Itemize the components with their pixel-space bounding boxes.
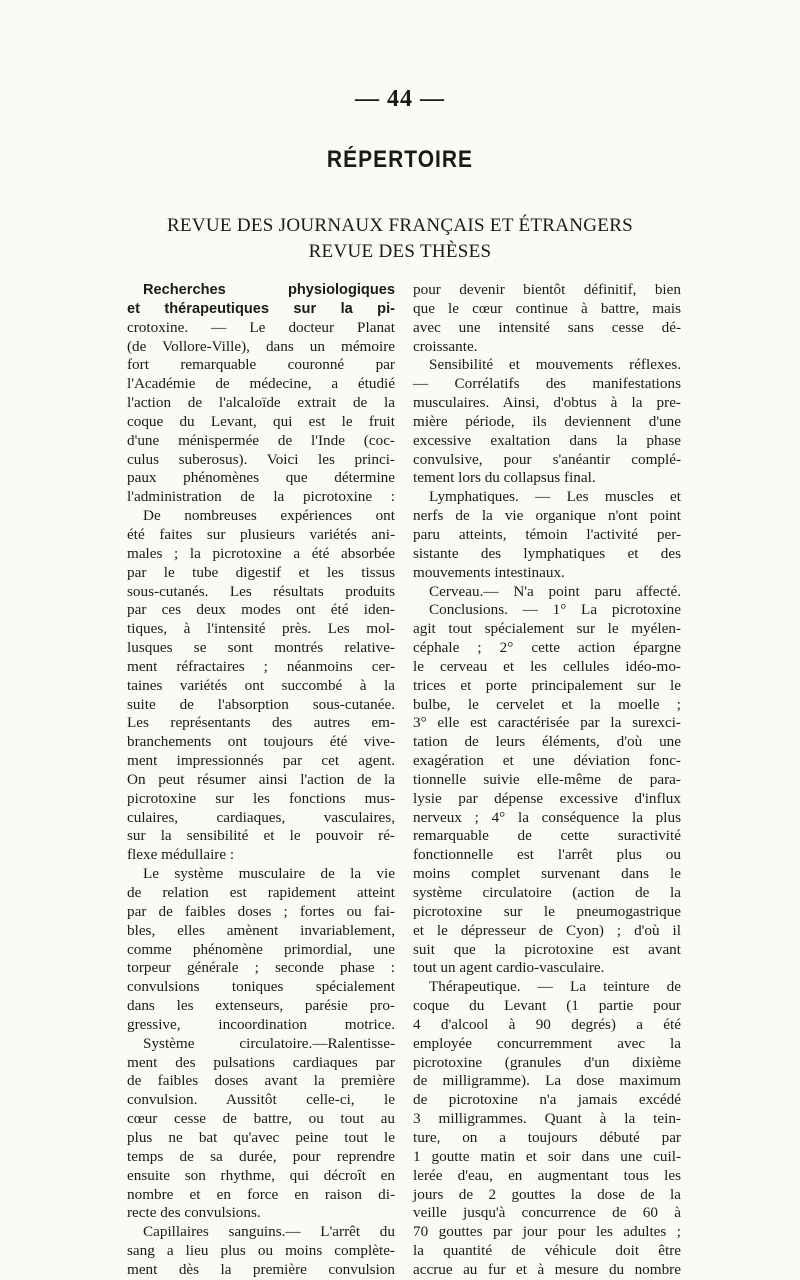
text-line: coque du Levant, qui est le fruit	[127, 412, 395, 430]
text-line: 3 milligrammes. Quant à la tein-	[413, 1110, 681, 1128]
text-line: paux phénomènes que détermine	[127, 469, 395, 487]
text-line: pour devenir bientôt définitif, bien	[413, 281, 681, 298]
text-line: culaires, cardiaques, vasculaires,	[127, 808, 395, 826]
text-line: dans les extenseurs, parésie pro-	[127, 997, 395, 1015]
text-line: picrotoxine sur les fonctions mus-	[127, 789, 395, 807]
text-line: lysie par dépense excessive d'influx	[413, 789, 681, 807]
text-line: employée concurremment avec la	[413, 1034, 681, 1052]
text-line: Conclusions. — 1° La picrotoxine	[429, 601, 681, 619]
text-line: 70 gouttes par jour pour les adultes ;	[413, 1223, 681, 1241]
text-line: lusques se sont montrés relative-	[127, 639, 395, 657]
text-line: par le tube digestif et les tissus	[127, 563, 395, 581]
text-line: veille jusqu'à concurrence de 60 à	[413, 1204, 681, 1222]
page-number: — 44 —	[355, 86, 445, 112]
text-line: mière période, ils deviennent d'une	[413, 412, 681, 430]
text-line: par de faibles doses ; fortes ou fai-	[127, 902, 395, 920]
text-line: excessive exaltation dans la phase	[413, 431, 681, 449]
text-line: Thérapeutique. — La teinture de	[429, 978, 681, 996]
text-line: sang a lieu plus ou moins complète-	[127, 1242, 395, 1260]
text-line: moins complet survenant dans le	[413, 865, 681, 883]
text-line: l'administration de la picrotoxine :	[127, 488, 395, 506]
text-line: tionnelle suivie elle-même de para-	[413, 770, 681, 788]
text-line: et le dépresseur de Cyon) ; d'où il	[413, 921, 681, 939]
text-line: comme phénomène primordial, une	[127, 940, 395, 958]
text-line: bles, elles amènent invariablement,	[127, 921, 395, 939]
text-line: croissante.	[413, 337, 478, 355]
text-line: ment impressionnés par cet agent.	[127, 752, 395, 770]
text-line: céphale ; 2° cette action épargne	[413, 639, 681, 657]
text-line: On peut résumer ainsi l'action de la	[127, 770, 395, 788]
text-line: De nombreuses expériences ont	[143, 507, 395, 525]
text-line: 3° elle est caractérisée par la surexci-	[413, 714, 681, 732]
text-line: convulsions toniques spécialement	[127, 978, 395, 996]
text-line: la quantité de véhicule doit être	[413, 1242, 681, 1260]
text-line: de picrotoxine n'a jamais excédé	[413, 1091, 681, 1109]
text-line: Recherches physiologiques	[143, 282, 395, 298]
text-line: système circulatoire (action de la	[413, 884, 681, 901]
text-line: gressive, incoordination motrice.	[127, 1015, 395, 1033]
text-line: culus suberosus). Voici les princi-	[127, 450, 395, 468]
text-line: torpeur générale ; seconde phase :	[127, 959, 395, 977]
text-line: remarquable de cette suractivité	[413, 827, 681, 845]
text-line: mouvements intestinaux.	[413, 563, 565, 581]
text-line: exagération et une déviation fonc-	[413, 752, 681, 770]
text-line: flexe médullaire :	[127, 846, 235, 864]
text-line: l'Académie de médecine, a étudié	[127, 375, 395, 393]
left-text-column	[127, 281, 395, 1280]
text-line: 4 d'alcool à 90 degrés) a été	[413, 1015, 681, 1033]
text-line: — Corrélatifs des manifestations	[413, 375, 681, 393]
text-line: 1 goutte matin et soir dans une cuil-	[413, 1147, 681, 1165]
text-line: le cerveau et les cellules idéo-mo-	[413, 657, 681, 675]
text-line: Cerveau.— N'a point paru affecté.	[429, 582, 681, 600]
text-line: Le système musculaire de la vie	[143, 865, 395, 883]
right-text-column	[413, 281, 681, 1280]
text-line: Sensibilité et mouvements réflexes.	[429, 356, 681, 374]
section-title: RÉPERTOIRE	[326, 146, 474, 173]
text-line: de milligramme). La dose maximum	[413, 1072, 681, 1090]
text-line: tiques, à l'intensité près. Les mol-	[127, 620, 395, 638]
text-line: males ; la picrotoxine a été absorbée	[127, 544, 395, 562]
text-line: que le cœur continue à battre, mais	[413, 299, 681, 317]
journal-review-heading: REVUE DES JOURNAUX FRANÇAIS ET ÉTRANGERS	[166, 215, 634, 236]
text-line: (de Vollore-Ville), dans un mémoire	[127, 337, 395, 355]
text-line: et thérapeutiques sur la pi-	[127, 300, 395, 317]
text-line: suit que la picrotoxine est avant	[413, 940, 681, 958]
text-line: temps de sa durée, pour reprendre	[127, 1147, 395, 1165]
text-line: crotoxine. — Le docteur Planat	[127, 318, 395, 336]
text-line: de relation est rapidement atteint	[127, 884, 395, 901]
text-line: picrotoxine (granules d'un dixième	[413, 1053, 681, 1071]
text-line: d'une ménispermée de l'Inde (coc-	[127, 431, 395, 449]
text-line: ture, on a toujours débuté par	[413, 1128, 681, 1146]
text-line: ment des pulsations cardiaques par	[127, 1053, 395, 1071]
text-line: par ces deux modes ont été iden-	[127, 601, 395, 619]
text-line: convulsion. Aussitôt celle-ci, le	[127, 1091, 395, 1109]
text-line: avec une intensité sans cesse dé-	[413, 318, 681, 336]
text-line: recte des convulsions.	[127, 1204, 261, 1222]
text-line: fonctionnelle est l'arrêt plus ou	[413, 846, 681, 864]
text-line: tation de leurs éléments, d'où une	[413, 733, 681, 751]
text-line: cœur cesse de battre, ou tout au	[127, 1110, 395, 1128]
text-line: bulbe, le cervelet et la moelle ;	[413, 695, 681, 713]
text-line: Lymphatiques. — Les muscles et	[429, 488, 681, 506]
text-line: trices et porte principalement sur le	[413, 676, 681, 694]
text-line: été faites sur plusieurs variétés ani-	[127, 525, 395, 543]
text-line: l'action de l'alcaloïde extrait de la	[127, 394, 395, 412]
text-line: tement lors du collapsus final.	[413, 469, 596, 487]
text-line: taines variétés ont succombé à la	[127, 676, 395, 694]
text-line: nombre et en force en raison di-	[127, 1185, 395, 1203]
text-line: tout un agent cardio-vasculaire.	[413, 959, 605, 977]
text-line: Système circulatoire.—Ralentisse-	[143, 1034, 395, 1052]
text-line: convulsive, pour s'anéantir complé-	[413, 450, 681, 468]
text-line: sistante des lymphatiques et des	[413, 544, 681, 562]
thesis-review-heading: REVUE DES THÈSES	[308, 241, 492, 262]
text-line: sur la sensibilité et le pouvoir ré-	[127, 827, 395, 845]
text-line: ensuite son rhythme, qui décroît en	[127, 1166, 395, 1184]
text-line: Capillaires sanguins.— L'arrêt du	[143, 1223, 395, 1241]
text-line: jours de 2 gouttes la dose de la	[413, 1185, 681, 1203]
text-line: nerfs de la vie organique n'ont point	[413, 507, 681, 525]
text-line: ment réfractaires ; néanmoins cer-	[127, 657, 395, 675]
text-line: paru atteints, témoin l'activité per-	[413, 525, 681, 543]
text-line: plus ne bat qu'avec peine tout le	[127, 1128, 395, 1146]
text-line: suite de l'absorption sous-cutanée.	[127, 695, 395, 713]
text-line: fort remarquable couronné par	[127, 356, 395, 374]
text-line: accrue au fur et à mesure du nombre	[413, 1260, 681, 1278]
text-line: musculaires. Ainsi, d'obtus à la pre-	[413, 394, 681, 412]
text-line: lerée d'eau, en augmentant tous les	[413, 1166, 681, 1184]
text-line: de faibles doses avant la première	[127, 1072, 395, 1090]
text-line: ment dès la première convulsion	[127, 1260, 395, 1278]
text-line: sous-cutanés. Les résultats produits	[127, 582, 395, 600]
text-line: branchements ont toujours été vive-	[127, 733, 395, 751]
text-line: Les représentants des autres em-	[127, 714, 395, 732]
text-line: nerveux ; 4° la conséquence la plus	[413, 808, 681, 826]
text-line: coque du Levant (1 partie pour	[413, 997, 681, 1015]
text-line: picrotoxine sur le pneumogastrique	[413, 902, 681, 920]
text-line: agit tout spécialement sur le myélen-	[413, 620, 681, 638]
